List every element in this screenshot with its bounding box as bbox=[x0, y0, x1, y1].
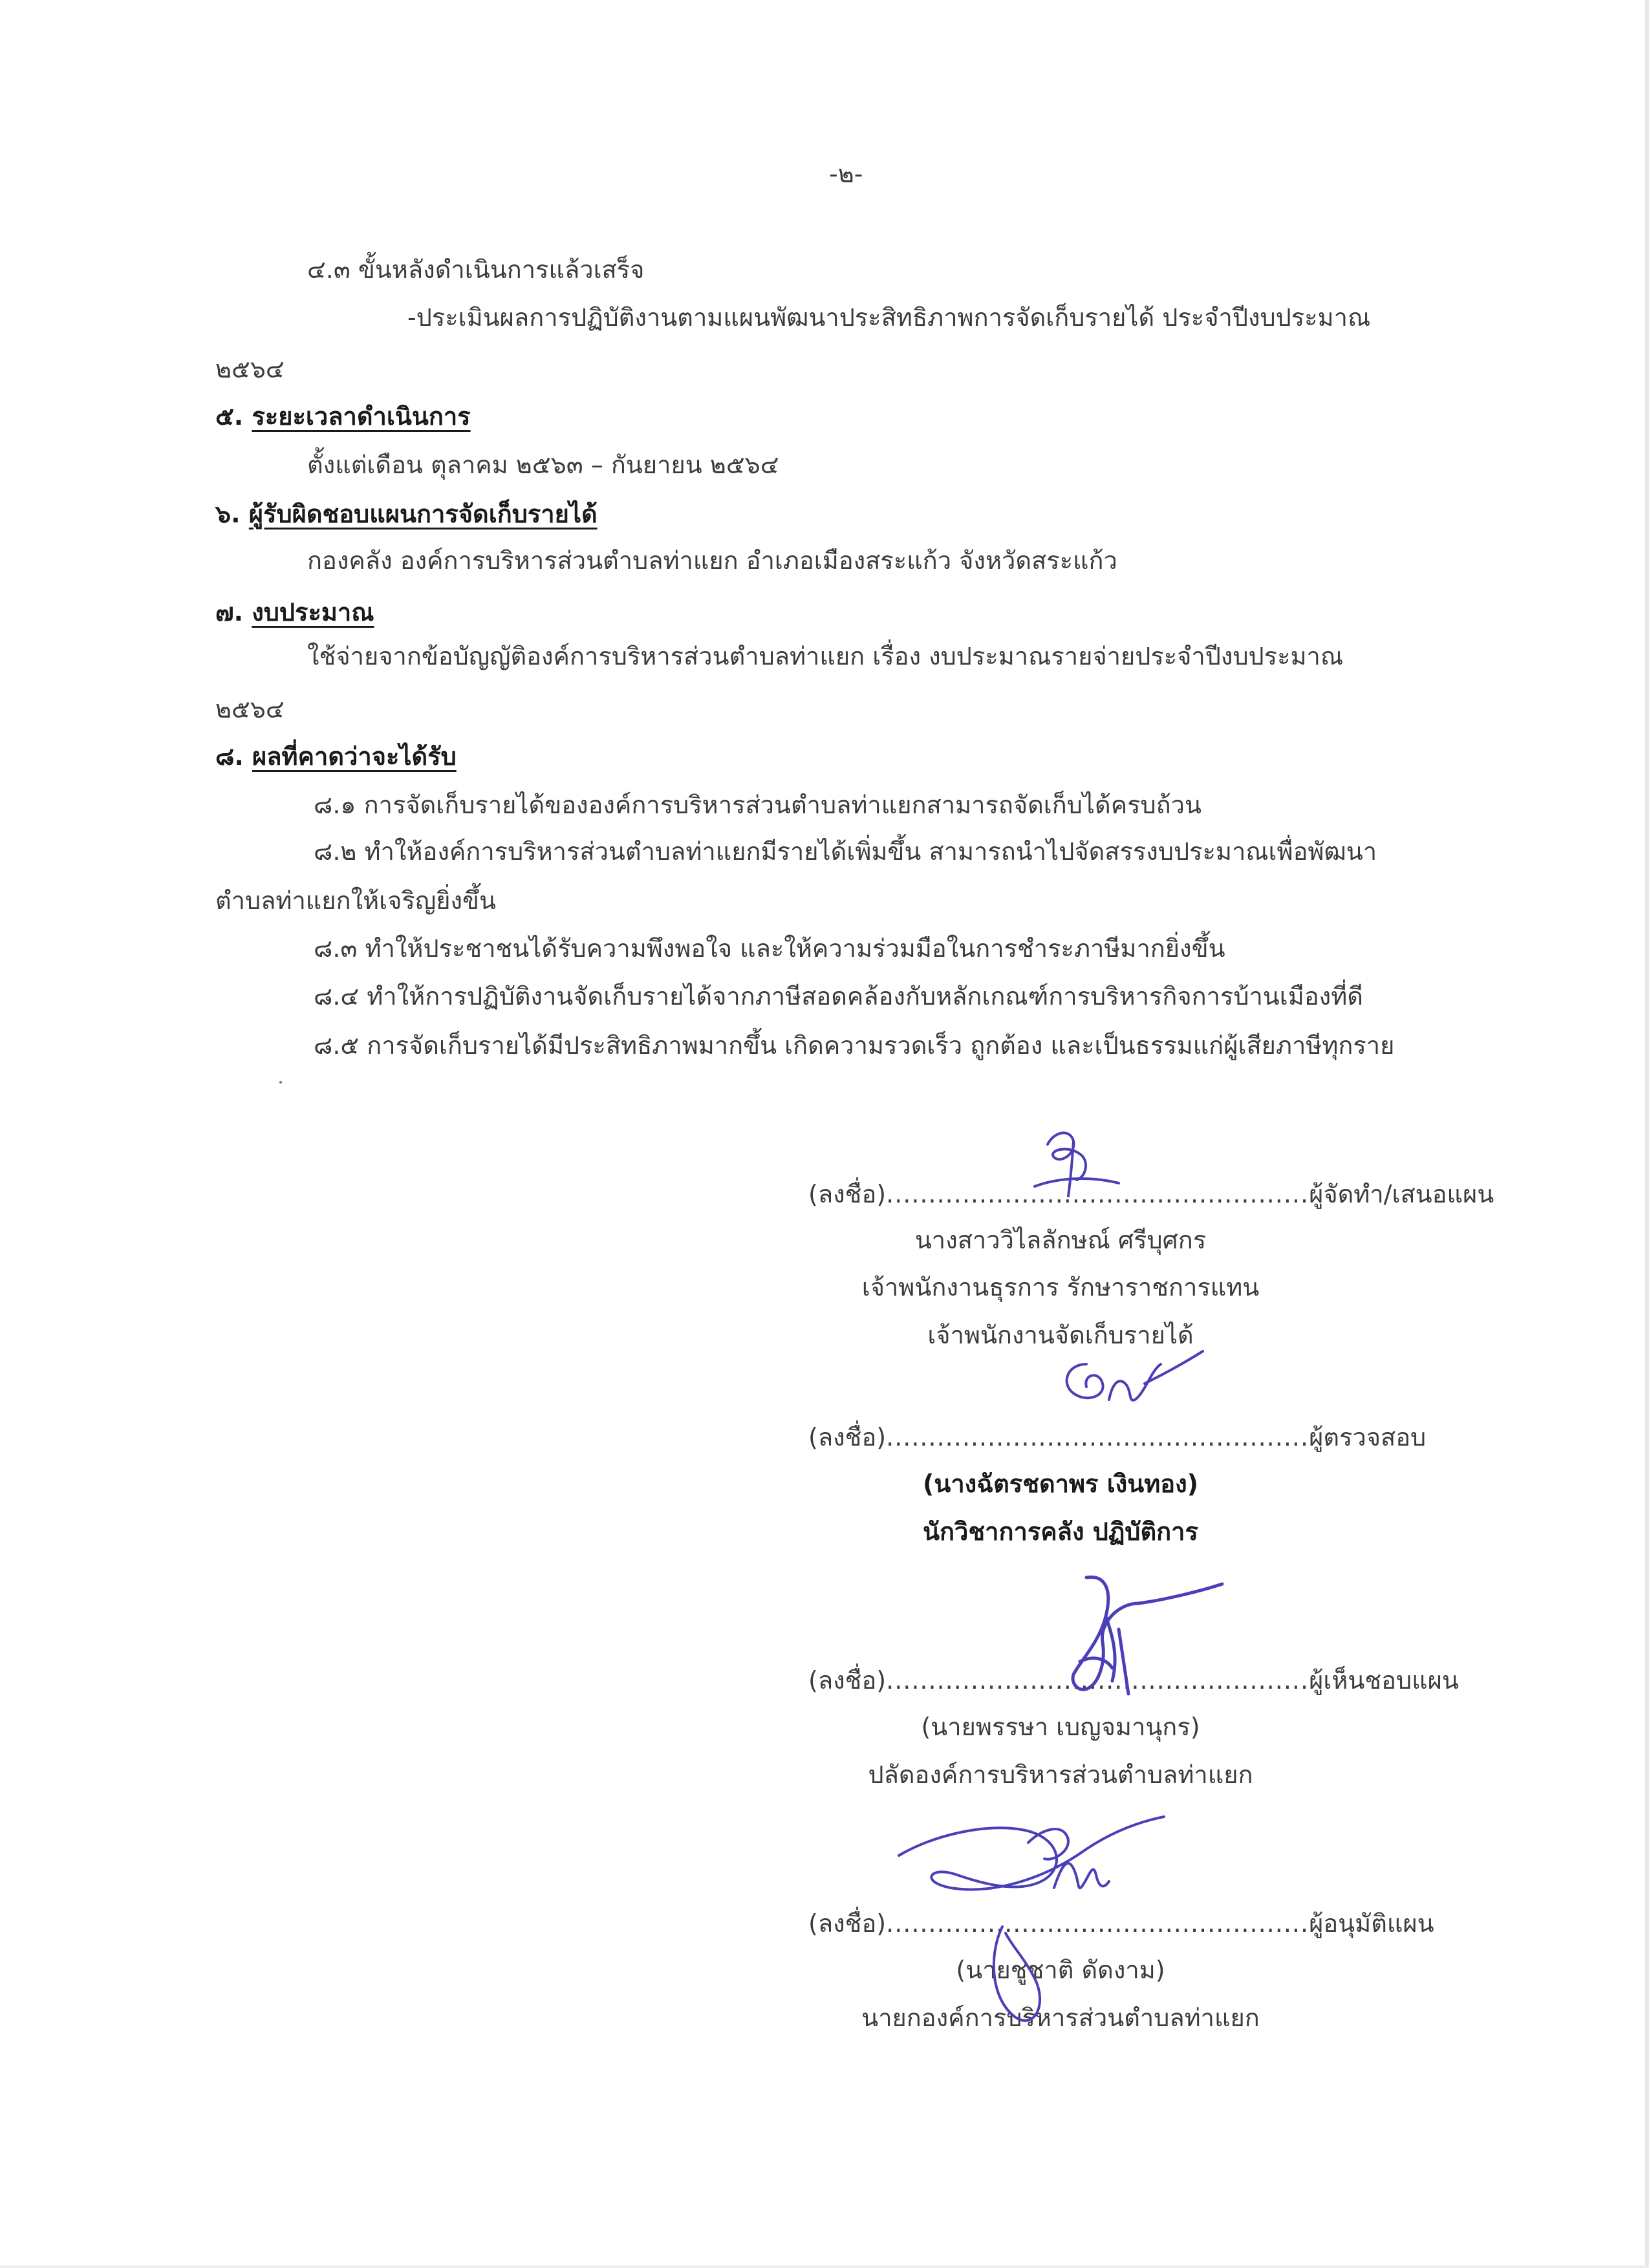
signature-2-name: (นางฉัตรชดาพร เงินทอง) bbox=[922, 1470, 1198, 1498]
signature-3-prefix: (ลงชื่อ) bbox=[808, 1666, 887, 1695]
section-7-heading bbox=[215, 596, 374, 628]
signature-2-line bbox=[808, 1421, 1426, 1453]
section-7-line1: ใช้จ่ายจากข้อบัญญัติองค์การบริหารส่วนตำบลท่าแยก เรื่อง งบประมาณรายจ่ายประจำปีงบประมาณ bbox=[307, 642, 1344, 670]
section-7-title: งบประมาณ bbox=[252, 598, 374, 626]
step-4-3-line1: -ประเมินผลการปฏิบัติงานตามแผนพัฒนาประสิทธิภาพการจัดเก็บรายได้ ประจำปีงบประมาณ bbox=[407, 303, 1371, 332]
section-6-number: ๖. bbox=[215, 500, 241, 528]
section-8-title: ผลที่คาดว่าจะได้รับ bbox=[252, 742, 457, 771]
section-5-number: ๕. bbox=[215, 402, 244, 431]
signature-3-position-1: ปลัดองค์การบริหารส่วนตำบลท่าแยก bbox=[868, 1760, 1253, 1789]
section-8-heading bbox=[215, 740, 457, 773]
signature-1-prefix: (ลงชื่อ) bbox=[808, 1180, 887, 1208]
signature-1-dots: .................................................. bbox=[886, 1180, 1310, 1208]
signature-3-role: ผู้เห็นชอบแผน bbox=[1309, 1666, 1459, 1695]
section-6-heading bbox=[215, 498, 598, 530]
signature-3-line bbox=[808, 1664, 1459, 1696]
handwritten-signature-2 bbox=[1048, 1338, 1216, 1429]
scan-edge-right bbox=[1645, 0, 1649, 2268]
section-8-item-5: ๘.๕ การจัดเก็บรายได้มีประสิทธิภาพมากขึ้น เกิดความรวดเร็ว ถูกต้อง และเป็นธรรมแก่ผู้เสียภาษีทุกราย bbox=[314, 1031, 1395, 1060]
section-5-heading bbox=[215, 400, 471, 433]
section-8-item-3: ๘.๓ ทำให้ประชาชนได้รับความพึงพอใจ และให้ความร่วมมือในการชำระภาษีมากยิ่งขึ้น bbox=[314, 934, 1225, 963]
section-8-item-4: ๘.๔ ทำให้การปฏิบัติงานจัดเก็บรายได้จากภาษีสอดคล้องกับหลักเกณฑ์การบริหารกิจการบ้านเมืองที่ดี bbox=[314, 982, 1363, 1011]
section-8-item-1: ๘.๑ การจัดเก็บรายได้ขององค์การบริหารส่วนตำบลท่าแยกสามารถจัดเก็บได้ครบถ้วน bbox=[314, 791, 1202, 819]
step-4-3-title: ๔.๓ ขั้นหลังดำเนินการแล้วเสร็จ bbox=[307, 255, 645, 284]
section-5-body: ตั้งแต่เดือน ตุลาคม ๒๕๖๓ – กันยายน ๒๕๖๔ bbox=[307, 451, 779, 479]
handwritten-signature-3 bbox=[1009, 1565, 1242, 1720]
signature-2-prefix: (ลงชื่อ) bbox=[808, 1423, 887, 1451]
signature-4-role: ผู้อนุมัติแผน bbox=[1309, 1909, 1434, 1938]
section-6-body: กองคลัง องค์การบริหารส่วนตำบลท่าแยก อำเภอเมืองสระแก้ว จังหวัดสระแก้ว bbox=[307, 546, 1117, 575]
section-5-title: ระยะเวลาดำเนินการ bbox=[252, 402, 471, 431]
section-7-line2: ๒๕๖๔ bbox=[215, 695, 285, 723]
signature-4-dots: .................................................. bbox=[886, 1909, 1310, 1938]
signature-3-name: (นายพรรษา เบญจมานุกร) bbox=[921, 1713, 1200, 1741]
signature-2-role: ผู้ตรวจสอบ bbox=[1309, 1423, 1427, 1451]
signature-2-dots: .................................................. bbox=[886, 1423, 1310, 1451]
signature-1-position-1: เจ้าพนักงานธุรการ รักษาราชการแทน bbox=[861, 1273, 1260, 1301]
scan-edge-bottom bbox=[0, 2265, 1649, 2268]
signature-4-position-1: นายกองค์การบริหารส่วนตำบลท่าแยก bbox=[861, 2004, 1260, 2032]
signature-1-line bbox=[808, 1178, 1494, 1210]
scan-speck bbox=[279, 1081, 282, 1084]
page-number: -๒- bbox=[829, 160, 863, 188]
section-6-title: ผู้รับผิดชอบแผนการจัดเก็บรายได้ bbox=[248, 500, 598, 528]
signature-4-line bbox=[808, 1907, 1434, 1940]
step-4-3-line2: ๒๕๖๔ bbox=[215, 355, 285, 383]
signature-1-position-2: เจ้าพนักงานจัดเก็บรายได้ bbox=[927, 1321, 1194, 1349]
signature-1-role: ผู้จัดทำ/เสนอแผน bbox=[1309, 1180, 1494, 1208]
section-8-item-2-cont: ตำบลท่าแยกให้เจริญยิ่งขึ้น bbox=[215, 886, 496, 915]
signature-4-name: (นายชูชาติ ดัดงาม) bbox=[956, 1956, 1165, 1984]
signature-4-prefix: (ลงชื่อ) bbox=[808, 1909, 887, 1938]
section-8-number: ๘. bbox=[215, 742, 244, 771]
signature-1-name: นางสาววิไลลักษณ์ ศรีบุศกร bbox=[914, 1226, 1207, 1254]
section-8-item-2: ๘.๒ ทำให้องค์การบริหารส่วนตำบลท่าแยกมีรายได้เพิ่มขึ้น สามารถนำไปจัดสรรงบประมาณเพื่อพัฒนา bbox=[314, 837, 1377, 866]
signature-2-position-1: นักวิชาการคลัง ปฏิบัติการ bbox=[923, 1517, 1198, 1546]
signature-3-dots: .................................................. bbox=[886, 1666, 1310, 1695]
section-7-number: ๗. bbox=[215, 598, 244, 626]
